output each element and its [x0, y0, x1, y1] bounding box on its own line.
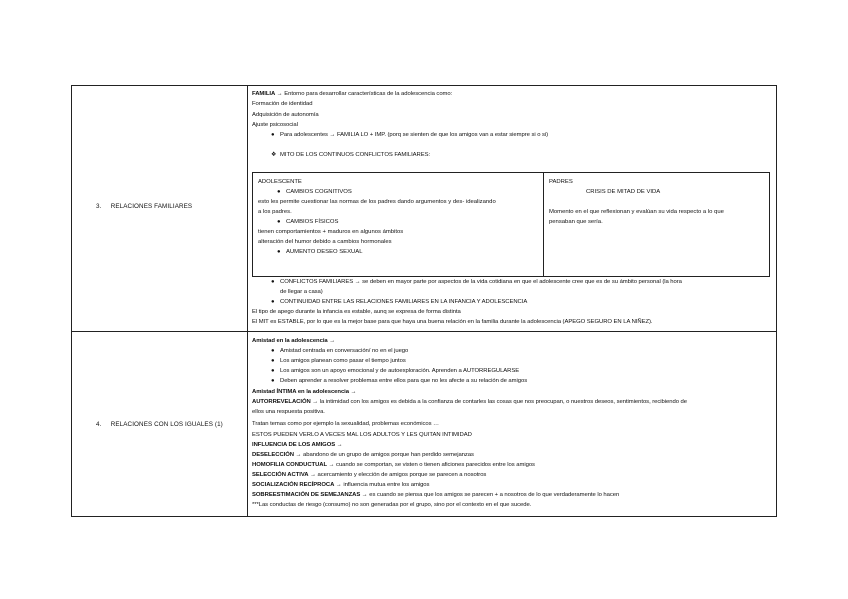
term-heading: HOMOFILIA CONDUCTUAL	[252, 462, 328, 468]
bullet-text: Los amigos planean como pasar el tiempo juntos	[280, 358, 406, 364]
list-item: Adquisición de autonomía	[252, 112, 319, 118]
bullet-text: CONTINUIDAD ENTRE LAS RELACIONES FAMILIARES EN LA INFANCIA Y ADOLESCENCIA	[280, 299, 528, 305]
bullet-line	[271, 357, 406, 365]
bullet-line	[271, 278, 682, 286]
bullet-text: Amistad centrada en conversación/ no en el juego	[280, 348, 409, 354]
section-heading: INFLUENCIA DE LOS AMIGOS →	[252, 442, 343, 448]
paragraph-line: El MIT es ESTABLE, por lo que es la mejor base para que haya una buena relación en la familia durante la adolescencia (APEGO SEGURO EN LA NIÑEZ).	[252, 319, 653, 325]
term-text: → influencia mutua entre los amigos	[334, 482, 430, 488]
paragraph-line	[252, 451, 474, 459]
term-heading: DESELECCIÓN	[252, 452, 294, 458]
term-text: → es cuando se piensa que los amigos se parecen + a nosotros de lo que verdaderamente lo hacen	[360, 492, 620, 498]
bullet-text: Deben aprender a resolver problemas entre ellos para que no les afecte a su relación de amigos	[280, 378, 528, 384]
paragraph-line: Tratan temas como por ejemplo la sexualidad, problemas económicos …	[252, 421, 439, 427]
section-heading: Amistad en la adolescencia →	[252, 338, 336, 344]
paragraph-line: ellos una respuesta positiva.	[252, 409, 325, 415]
bullet-icon: ●	[277, 249, 281, 255]
paragraph-line: tienen comportamientos + maduros en algunos ámbitos	[258, 229, 404, 235]
bullet-line	[271, 347, 408, 355]
row-number: 4.	[96, 421, 102, 428]
list-item: Formación de identidad	[252, 101, 313, 107]
row-label-cell	[72, 332, 248, 517]
bullet-text: CONFLICTOS FAMILIARES → se deben en mayor parte por aspectos de la vida cotidiana en que el adolescente cree que es de su ámbito personal (la hora	[280, 279, 682, 285]
bullet-line	[277, 249, 363, 255]
paragraph-line: El tipo de apego durante la infancia es estable, aunq se expresa de forma distinta	[252, 309, 461, 315]
term-heading: SOBREESTIMACIÓN DE SEMEJANZAS	[252, 492, 361, 498]
term-text: → cuando se comportan, se visten o tienen aficiones parecidos entre los amigos	[327, 462, 535, 468]
bullet-icon: ●	[277, 219, 281, 225]
familia-line	[252, 90, 452, 98]
bullet-text: MITO DE LOS CONTINUOS CONFLICTOS FAMILIARES:	[280, 152, 431, 158]
bullet-line	[271, 151, 430, 159]
bullet-icon: ●	[271, 378, 275, 384]
paragraph-line: de llegar a casa)	[280, 289, 323, 295]
bullet-text: CAMBIOS COGNITIVOS	[286, 189, 352, 195]
bullet-icon: ●	[271, 279, 275, 285]
bullet-text: Los amigos son un apoyo emocional y de autoexploración. Aprenden a AUTORREGULARSE	[280, 368, 520, 374]
bullet-icon: ●	[271, 368, 275, 374]
familia-heading: FAMILIA	[252, 91, 276, 97]
term-text: → la intimidad con los amigos es debida a la confianza de contarles las cosas que nos preocupan, o nuestros deseos, sentimientos, recibiendo de	[310, 399, 687, 405]
padres-subtitle: CRISIS DE MITAD DE VIDA	[586, 189, 661, 195]
paragraph-line: pensaban que sería.	[549, 219, 603, 225]
bullet-line	[271, 367, 519, 375]
bullet-line	[271, 298, 527, 306]
row-number: 3.	[96, 203, 102, 210]
term-heading: SELECCIÓN ACTIVA	[252, 472, 309, 478]
row-number-label	[96, 203, 192, 210]
bullet-text: Para adolescentes → FAMILIA LO + IMP. (porq se sienten de que los amigos van a estar siempre si o si)	[280, 132, 549, 138]
paragraph-line	[252, 481, 429, 489]
term-text: → acercamiento y elección de amigos porque se parecen a nosotros	[308, 472, 487, 478]
padres-title: PADRES	[549, 179, 573, 185]
paragraph-line	[252, 398, 687, 406]
paragraph-line: ESTOS PUEDEN VERLO A VECES MAL LOS ADULTOS Y LES QUITAN INTIMIDAD	[252, 432, 472, 438]
term-heading: SOCIALIZACIÓN RECÍPROCA	[252, 482, 335, 488]
note-line: ***Las conductas de riesgo (consumo) no son generadas por el grupo, sino por el contexto en el que sucede.	[252, 502, 532, 508]
row-title: RELACIONES CON LOS IGUALES (1)	[110, 421, 223, 428]
paragraph-line: a los padres.	[258, 209, 292, 215]
row-label-cell	[72, 86, 248, 332]
term-text: → abandono de un grupo de amigos porque han perdido semejanzas	[294, 452, 474, 458]
padres-column	[544, 173, 769, 276]
bullet-line	[277, 219, 338, 225]
bullet-icon: ●	[271, 358, 275, 364]
bullet-line	[271, 377, 527, 385]
familia-text: → Entorno para desarrollar características de la adolescencia como:	[275, 91, 453, 97]
diamond-bullet-icon: ❖	[271, 152, 277, 158]
bullet-icon: ●	[271, 132, 275, 138]
bullet-line	[277, 189, 352, 195]
paragraph-line	[252, 461, 535, 469]
bullet-icon: ●	[271, 299, 275, 305]
bullet-text: AUMENTO DESEO SEXUAL	[286, 249, 363, 255]
paragraph-line: Momento en el que reflexionan y evalúan su vida respecto a lo que	[549, 209, 724, 215]
bullet-line	[271, 131, 548, 139]
adolescente-title: ADOLESCENTE	[258, 179, 302, 185]
notes-table	[71, 85, 776, 517]
term-heading: AUTORREVELACIÓN	[252, 399, 311, 405]
section-heading: Amistad ÍNTIMA en la adolescencia →	[252, 389, 357, 395]
bullet-icon: ●	[277, 189, 281, 195]
paragraph-line: alteración del humor debido a cambios hormonales	[258, 239, 392, 245]
adolescente-column	[253, 173, 544, 276]
bullet-text: CAMBIOS FÍSICOS	[286, 219, 339, 225]
comparison-box	[252, 172, 770, 277]
paragraph-line	[252, 471, 486, 479]
row-number-label	[96, 421, 223, 428]
paragraph-line	[252, 491, 619, 499]
paragraph-line: esto les permite cuestionar las normas de los padres dando argumentos y des- idealizando	[258, 199, 496, 205]
list-item: Ajuste psicosocial	[252, 122, 298, 128]
row-title: RELACIONES FAMILIARES	[110, 203, 193, 210]
bullet-icon: ●	[271, 348, 275, 354]
